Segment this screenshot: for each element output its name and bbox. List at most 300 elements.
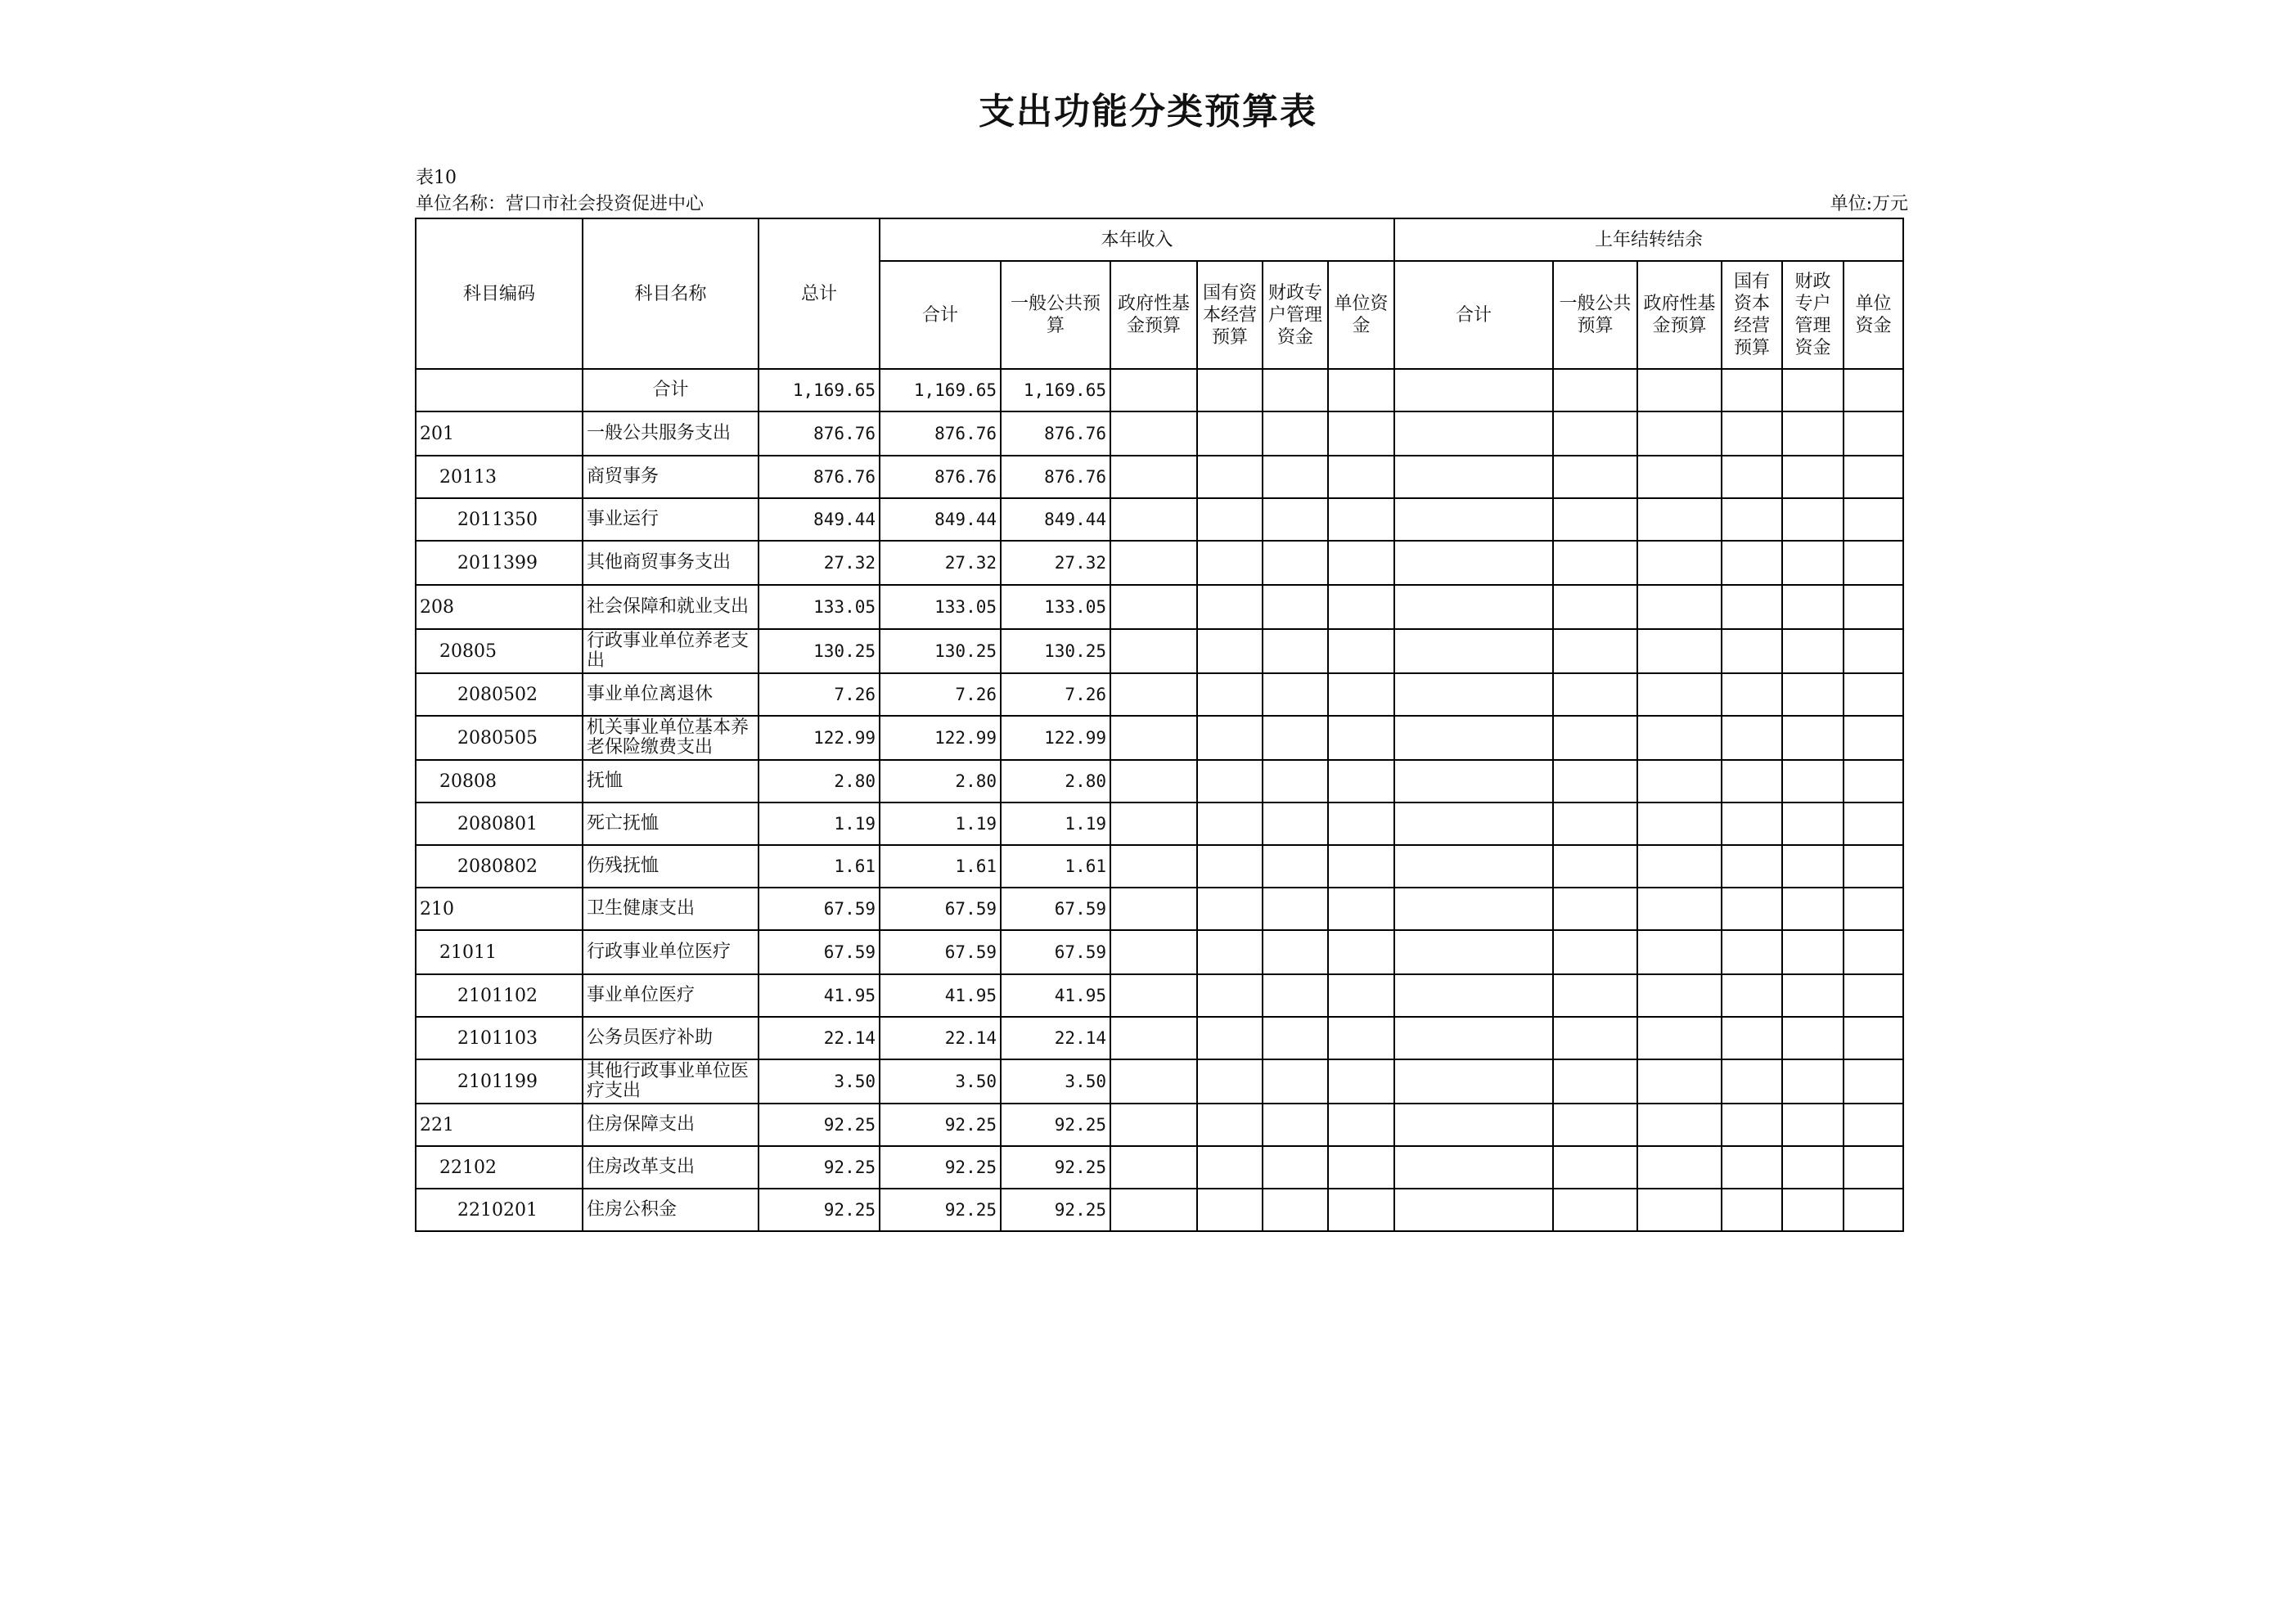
empty-cell [1263, 930, 1328, 974]
empty-cell [1553, 888, 1637, 930]
empty-cell [1844, 541, 1903, 585]
empty-cell [1637, 930, 1722, 974]
cell-sum: 2.80 [880, 760, 1001, 803]
cell-sum: 1.19 [880, 803, 1001, 845]
empty-cell [1263, 760, 1328, 803]
empty-cell [1782, 888, 1844, 930]
total-row [416, 369, 1903, 411]
empty-cell [1553, 585, 1637, 629]
cell-total: 22.14 [759, 1017, 880, 1059]
empty-cell [1328, 498, 1394, 541]
cell-name: 事业运行 [583, 498, 759, 541]
empty-cell [1110, 845, 1197, 888]
table-row [416, 803, 1903, 845]
cell-total: 67.59 [759, 888, 880, 930]
table-row [416, 498, 1903, 541]
cell-sum: 41.95 [880, 974, 1001, 1017]
empty-cell [1844, 456, 1903, 498]
table-row [416, 888, 1903, 930]
cell-name: 抚恤 [583, 760, 759, 803]
empty-cell [1722, 1146, 1782, 1189]
empty-cell [1197, 803, 1263, 845]
cell-name: 商贸事务 [583, 456, 759, 498]
header-current-state-capital: 国有资本经营预算 [1197, 261, 1263, 369]
empty-cell [1110, 369, 1197, 411]
empty-cell [1394, 585, 1553, 629]
empty-cell [1394, 541, 1553, 585]
cell-total: 130.25 [759, 629, 880, 673]
empty-cell [1328, 1104, 1394, 1146]
table-row [416, 1189, 1903, 1231]
empty-cell [1722, 456, 1782, 498]
header-current-special: 财政专户管理资金 [1263, 261, 1328, 369]
empty-cell [1722, 541, 1782, 585]
empty-cell [1844, 1189, 1903, 1231]
empty-cell [1328, 456, 1394, 498]
cell-total: 133.05 [759, 585, 880, 629]
cell-code: 20113 [416, 456, 583, 498]
empty-cell [1197, 1017, 1263, 1059]
empty-cell [1328, 888, 1394, 930]
empty-cell [1722, 803, 1782, 845]
empty-cell [1263, 845, 1328, 888]
cell-name: 事业单位医疗 [583, 974, 759, 1017]
cell-total: 1.19 [759, 803, 880, 845]
table-row [416, 541, 1903, 585]
empty-cell [1394, 498, 1553, 541]
table-row [416, 1104, 1903, 1146]
empty-cell [1328, 1059, 1394, 1104]
cell-total: 7.26 [759, 673, 880, 716]
empty-cell [1553, 498, 1637, 541]
cell-total: 2.80 [759, 760, 880, 803]
cell-total: 3.50 [759, 1059, 880, 1104]
cell-sum: 130.25 [880, 629, 1001, 673]
empty-cell [1197, 456, 1263, 498]
total-code [416, 369, 583, 411]
empty-cell [1844, 888, 1903, 930]
table-row [416, 456, 1903, 498]
empty-cell [1394, 629, 1553, 673]
header-carry-sum: 合计 [1394, 261, 1553, 369]
cell-general: 41.95 [1001, 974, 1110, 1017]
empty-cell [1844, 760, 1903, 803]
empty-cell [1197, 369, 1263, 411]
cell-sum: 67.59 [880, 888, 1001, 930]
empty-cell [1263, 1146, 1328, 1189]
empty-cell [1110, 498, 1197, 541]
empty-cell [1328, 541, 1394, 585]
cell-name: 行政事业单位医疗 [583, 930, 759, 974]
empty-cell [1553, 673, 1637, 716]
empty-cell [1782, 673, 1844, 716]
header-current-sum: 合计 [880, 261, 1001, 369]
empty-cell [1782, 498, 1844, 541]
cell-code: 208 [416, 585, 583, 629]
table-row [416, 845, 1903, 888]
empty-cell [1394, 716, 1553, 760]
cell-total: 92.25 [759, 1146, 880, 1189]
currency-unit: 单位:万元 [1830, 194, 1908, 214]
empty-cell [1394, 673, 1553, 716]
empty-cell [1637, 456, 1722, 498]
empty-cell [1722, 498, 1782, 541]
empty-cell [1844, 369, 1903, 411]
cell-name: 住房保障支出 [583, 1104, 759, 1146]
empty-cell [1782, 585, 1844, 629]
empty-cell [1197, 1189, 1263, 1231]
unit-name: 单位名称：营口市社会投资促进中心 [416, 194, 705, 214]
cell-total: 876.76 [759, 411, 880, 456]
empty-cell [1637, 760, 1722, 803]
empty-cell [1722, 1189, 1782, 1231]
cell-general: 1.19 [1001, 803, 1110, 845]
cell-general: 133.05 [1001, 585, 1110, 629]
empty-cell [1110, 974, 1197, 1017]
cell-name: 住房公积金 [583, 1189, 759, 1231]
empty-cell [1328, 760, 1394, 803]
empty-cell [1394, 1059, 1553, 1104]
empty-cell [1394, 888, 1553, 930]
cell-name: 社会保障和就业支出 [583, 585, 759, 629]
cell-name: 事业单位离退休 [583, 673, 759, 716]
empty-cell [1637, 541, 1722, 585]
empty-cell [1394, 411, 1553, 456]
cell-total: 41.95 [759, 974, 880, 1017]
empty-cell [1110, 1104, 1197, 1146]
empty-cell [1722, 629, 1782, 673]
header-carryover: 上年结转结余 [1394, 218, 1903, 261]
empty-cell [1197, 411, 1263, 456]
cell-general: 1.61 [1001, 845, 1110, 888]
empty-cell [1263, 673, 1328, 716]
cell-sum: 133.05 [880, 585, 1001, 629]
empty-cell [1110, 803, 1197, 845]
cell-sum: 92.25 [880, 1104, 1001, 1146]
cell-code: 20808 [416, 760, 583, 803]
empty-cell [1722, 1104, 1782, 1146]
empty-cell [1263, 974, 1328, 1017]
empty-cell [1844, 930, 1903, 974]
cell-total: 849.44 [759, 498, 880, 541]
empty-cell [1197, 585, 1263, 629]
cell-general: 122.99 [1001, 716, 1110, 760]
empty-cell [1110, 629, 1197, 673]
cell-name: 死亡抚恤 [583, 803, 759, 845]
cell-general: 3.50 [1001, 1059, 1110, 1104]
cell-name: 一般公共服务支出 [583, 411, 759, 456]
empty-cell [1110, 716, 1197, 760]
cell-code: 22102 [416, 1146, 583, 1189]
empty-cell [1110, 673, 1197, 716]
cell-name: 卫生健康支出 [583, 888, 759, 930]
table-row [416, 411, 1903, 456]
cell-general: 130.25 [1001, 629, 1110, 673]
total-total: 1,169.65 [759, 369, 880, 411]
empty-cell [1782, 803, 1844, 845]
empty-cell [1263, 803, 1328, 845]
empty-cell [1782, 411, 1844, 456]
empty-cell [1782, 456, 1844, 498]
empty-cell [1782, 629, 1844, 673]
empty-cell [1553, 1017, 1637, 1059]
cell-code: 221 [416, 1104, 583, 1146]
cell-total: 92.25 [759, 1189, 880, 1231]
empty-cell [1844, 1104, 1903, 1146]
empty-cell [1328, 803, 1394, 845]
table-row [416, 629, 1903, 673]
empty-cell [1263, 1104, 1328, 1146]
empty-cell [1782, 1146, 1844, 1189]
cell-total: 122.99 [759, 716, 880, 760]
empty-cell [1263, 585, 1328, 629]
table-row [416, 716, 1903, 760]
empty-cell [1394, 845, 1553, 888]
empty-cell [1637, 845, 1722, 888]
cell-sum: 67.59 [880, 930, 1001, 974]
empty-cell [1263, 888, 1328, 930]
empty-cell [1328, 974, 1394, 1017]
cell-sum: 27.32 [880, 541, 1001, 585]
cell-name: 其他行政事业单位医疗支出 [583, 1059, 759, 1104]
empty-cell [1637, 369, 1722, 411]
empty-cell [1553, 411, 1637, 456]
table-row [416, 974, 1903, 1017]
empty-cell [1637, 629, 1722, 673]
empty-cell [1110, 760, 1197, 803]
empty-cell [1844, 411, 1903, 456]
cell-code: 2101103 [416, 1017, 583, 1059]
empty-cell [1394, 930, 1553, 974]
empty-cell [1722, 585, 1782, 629]
empty-cell [1782, 1189, 1844, 1231]
cell-general: 67.59 [1001, 888, 1110, 930]
empty-cell [1394, 974, 1553, 1017]
empty-cell [1110, 1146, 1197, 1189]
empty-cell [1844, 585, 1903, 629]
cell-sum: 7.26 [880, 673, 1001, 716]
empty-cell [1722, 930, 1782, 974]
empty-cell [1637, 1059, 1722, 1104]
total-label: 合计 [583, 369, 759, 411]
empty-cell [1328, 845, 1394, 888]
cell-code: 2011399 [416, 541, 583, 585]
empty-cell [1394, 1146, 1553, 1189]
cell-general: 92.25 [1001, 1104, 1110, 1146]
cell-code: 21011 [416, 930, 583, 974]
empty-cell [1197, 1059, 1263, 1104]
empty-cell [1782, 845, 1844, 888]
table-row [416, 1146, 1903, 1189]
empty-cell [1637, 1104, 1722, 1146]
empty-cell [1263, 369, 1328, 411]
cell-general: 22.14 [1001, 1017, 1110, 1059]
cell-code: 2080802 [416, 845, 583, 888]
header-carry-gov-fund: 政府性基金预算 [1637, 261, 1722, 369]
header-name: 科目名称 [583, 218, 759, 369]
empty-cell [1197, 930, 1263, 974]
empty-cell [1722, 888, 1782, 930]
empty-cell [1844, 673, 1903, 716]
empty-cell [1197, 888, 1263, 930]
table-row [416, 760, 1903, 803]
empty-cell [1110, 411, 1197, 456]
cell-general: 2.80 [1001, 760, 1110, 803]
empty-cell [1844, 1146, 1903, 1189]
empty-cell [1553, 369, 1637, 411]
empty-cell [1553, 845, 1637, 888]
header-carry-unit-fund: 单位资金 [1844, 261, 1903, 369]
empty-cell [1328, 1146, 1394, 1189]
empty-cell [1637, 411, 1722, 456]
empty-cell [1394, 456, 1553, 498]
empty-cell [1722, 760, 1782, 803]
cell-general: 876.76 [1001, 456, 1110, 498]
cell-total: 876.76 [759, 456, 880, 498]
empty-cell [1722, 716, 1782, 760]
cell-code: 2101102 [416, 974, 583, 1017]
empty-cell [1722, 845, 1782, 888]
header-row-1 [416, 218, 1903, 261]
empty-cell [1197, 1104, 1263, 1146]
cell-code: 20805 [416, 629, 583, 673]
empty-cell [1782, 974, 1844, 1017]
empty-cell [1553, 1189, 1637, 1231]
empty-cell [1844, 845, 1903, 888]
empty-cell [1844, 629, 1903, 673]
empty-cell [1197, 845, 1263, 888]
cell-general: 67.59 [1001, 930, 1110, 974]
page-title: 支出功能分类预算表 [979, 91, 1317, 133]
cell-code: 2080505 [416, 716, 583, 760]
empty-cell [1782, 1017, 1844, 1059]
empty-cell [1263, 411, 1328, 456]
empty-cell [1110, 888, 1197, 930]
empty-cell [1110, 1017, 1197, 1059]
cell-code: 2210201 [416, 1189, 583, 1231]
cell-code: 2011350 [416, 498, 583, 541]
header-carry-general: 一般公共预算 [1553, 261, 1637, 369]
total-general: 1,169.65 [1001, 369, 1110, 411]
empty-cell [1844, 716, 1903, 760]
cell-general: 849.44 [1001, 498, 1110, 541]
empty-cell [1553, 629, 1637, 673]
empty-cell [1394, 803, 1553, 845]
empty-cell [1263, 541, 1328, 585]
table-row [416, 1059, 1903, 1104]
empty-cell [1197, 541, 1263, 585]
empty-cell [1844, 974, 1903, 1017]
empty-cell [1197, 1146, 1263, 1189]
empty-cell [1782, 716, 1844, 760]
cell-code: 2080502 [416, 673, 583, 716]
header-carry-special: 财政专户管理资金 [1782, 261, 1844, 369]
cell-name: 机关事业单位基本养老保险缴费支出 [583, 716, 759, 760]
empty-cell [1394, 369, 1553, 411]
empty-cell [1782, 1104, 1844, 1146]
header-current-unit-fund: 单位资金 [1328, 261, 1394, 369]
budget-table [415, 218, 1904, 1232]
empty-cell [1722, 673, 1782, 716]
header-current-income: 本年收入 [880, 218, 1394, 261]
cell-sum: 3.50 [880, 1059, 1001, 1104]
empty-cell [1394, 1017, 1553, 1059]
empty-cell [1844, 1059, 1903, 1104]
empty-cell [1328, 411, 1394, 456]
empty-cell [1637, 716, 1722, 760]
cell-sum: 22.14 [880, 1017, 1001, 1059]
header-current-gov-fund: 政府性基金预算 [1110, 261, 1197, 369]
empty-cell [1394, 760, 1553, 803]
header-carry-state-capital: 国有资本经营预算 [1722, 261, 1782, 369]
table-number: 表10 [416, 168, 457, 188]
empty-cell [1782, 1059, 1844, 1104]
empty-cell [1782, 541, 1844, 585]
empty-cell [1110, 456, 1197, 498]
cell-total: 1.61 [759, 845, 880, 888]
cell-name: 其他商贸事务支出 [583, 541, 759, 585]
empty-cell [1263, 1189, 1328, 1231]
empty-cell [1782, 369, 1844, 411]
cell-total: 27.32 [759, 541, 880, 585]
empty-cell [1553, 1104, 1637, 1146]
empty-cell [1637, 888, 1722, 930]
cell-sum: 849.44 [880, 498, 1001, 541]
cell-total: 67.59 [759, 930, 880, 974]
empty-cell [1782, 930, 1844, 974]
empty-cell [1637, 1189, 1722, 1231]
empty-cell [1637, 1017, 1722, 1059]
empty-cell [1394, 1104, 1553, 1146]
empty-cell [1197, 716, 1263, 760]
empty-cell [1328, 673, 1394, 716]
empty-cell [1553, 930, 1637, 974]
cell-sum: 876.76 [880, 456, 1001, 498]
empty-cell [1263, 716, 1328, 760]
table-row [416, 673, 1903, 716]
empty-cell [1394, 1189, 1553, 1231]
empty-cell [1263, 629, 1328, 673]
empty-cell [1328, 716, 1394, 760]
empty-cell [1553, 716, 1637, 760]
empty-cell [1722, 1017, 1782, 1059]
empty-cell [1328, 1017, 1394, 1059]
cell-name: 住房改革支出 [583, 1146, 759, 1189]
empty-cell [1553, 760, 1637, 803]
empty-cell [1844, 498, 1903, 541]
empty-cell [1553, 803, 1637, 845]
cell-sum: 92.25 [880, 1146, 1001, 1189]
empty-cell [1197, 760, 1263, 803]
empty-cell [1328, 1189, 1394, 1231]
empty-cell [1553, 456, 1637, 498]
table-row [416, 1017, 1903, 1059]
cell-total: 92.25 [759, 1104, 880, 1146]
empty-cell [1263, 1059, 1328, 1104]
empty-cell [1637, 585, 1722, 629]
cell-name: 伤残抚恤 [583, 845, 759, 888]
table-row [416, 930, 1903, 974]
cell-general: 876.76 [1001, 411, 1110, 456]
cell-general: 92.25 [1001, 1189, 1110, 1231]
total-sum: 1,169.65 [880, 369, 1001, 411]
empty-cell [1110, 1189, 1197, 1231]
header-total: 总计 [759, 218, 880, 369]
cell-sum: 876.76 [880, 411, 1001, 456]
empty-cell [1844, 1017, 1903, 1059]
cell-code: 201 [416, 411, 583, 456]
cell-name: 行政事业单位养老支出 [583, 629, 759, 673]
